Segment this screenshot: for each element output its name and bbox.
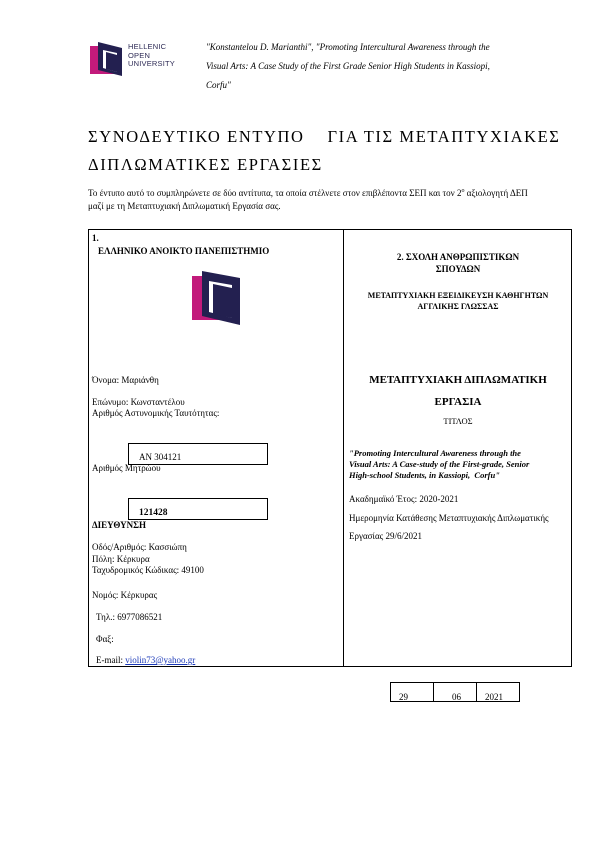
logo-line-1: HELLENIC xyxy=(128,42,167,51)
header-citation xyxy=(206,38,536,95)
prefecture-field: Νομός: Κέρκυρας xyxy=(92,590,158,600)
city-field: Πόλη: Κέρκυρα xyxy=(92,554,150,564)
registration-number-value: 121428 xyxy=(139,508,168,518)
email-field xyxy=(96,655,195,666)
specialization-line-1: ΜΕΤΑΠΤΥΧΙΑΚΗ ΕΞΕΙΔΙΚΕΥΣΗ ΚΑΘΗΓΗΤΩΝ xyxy=(367,291,549,300)
thesis-title-line-2: Visual Arts: A Case-study of the First-grade, Senior xyxy=(349,459,530,469)
academic-year-field: Ακαδημαϊκό Έτος: 2020-2021 xyxy=(349,494,459,504)
id-number-box[interactable] xyxy=(128,443,268,465)
submission-date-value: Εργασίας 29/6/2021 xyxy=(349,531,422,541)
document-title-line-2: ΔΙΠΛΩΜΑΤΙΚΕΣ ΕΡΓΑΣΙΕΣ xyxy=(88,155,323,174)
address-heading: ΔΙΕΥΘΥΝΣΗ xyxy=(92,520,146,530)
surname-field: Επώνυμο: Κωνσταντέλου xyxy=(92,397,185,407)
logo-line-2: OPEN xyxy=(128,50,151,60)
logo-line-3: UNIVERSITY xyxy=(128,59,176,69)
thesis-title xyxy=(349,448,569,481)
date-day-box[interactable] xyxy=(390,682,434,702)
submission-date-label: Ημερομηνία Κατάθεσης Μεταπτυχιακής Διπλωματικής xyxy=(349,513,549,523)
date-month-value: 06 xyxy=(452,692,461,702)
intro-text-2: αξιολογητή ΔΕΠ μαζί με τη Μεταπτυχιακή Διπλωματική Εργασία σας. xyxy=(88,188,528,211)
postal-code-field: Ταχυδρομικός Κώδικας: 49100 xyxy=(92,565,204,575)
intro-paragraph xyxy=(88,185,528,213)
title-label: ΤΙΤΛΟΣ xyxy=(443,416,473,426)
date-month-box[interactable] xyxy=(433,682,477,702)
thesis-heading-line-2: ΕΡΓΑΣΙΑ xyxy=(434,396,482,408)
center-logo-icon xyxy=(190,270,242,326)
university-logo xyxy=(88,40,198,84)
school-name-line-1: 2. ΣΧΟΛΗ ΑΝΘΡΩΠΙΣΤΙΚΩΝ xyxy=(396,252,520,262)
citation-line-2: Visual Arts: A Case Study of the First Grade Senior High Students in Kassiopi, xyxy=(206,61,490,71)
intro-superscript: ο xyxy=(461,188,465,194)
date-year-box[interactable] xyxy=(476,682,520,702)
citation-line-3: Corfu" xyxy=(206,80,231,90)
id-label: Αριθμός Αστυνομικής Ταυτότητας: xyxy=(92,408,220,418)
school-name-line-2: ΣΠΟΥΔΩΝ xyxy=(435,264,481,274)
registration-label: Αριθμός Μητρώου xyxy=(92,463,161,473)
citation-line-1: "Konstantelou D. Marianthi", "Promoting Intercultural Awareness through the xyxy=(206,42,490,52)
logo-text xyxy=(128,43,175,69)
thesis-title-line-1: "Promoting Intercultural Awareness through the xyxy=(349,448,521,458)
name-field: Όνομα: Μαριάνθη xyxy=(92,375,159,385)
document-title-line-1: ΣΥΝΟΔΕΥΤΙΚΟ ΕΝΤΥΠΟ ΓΙΑ ΤΙΣ ΜΕΤΑΠΤΥΧΙΑΚΕΣ xyxy=(88,127,561,146)
section-number-1: 1. xyxy=(92,233,99,243)
specialization-line-2: ΑΓΓΛΙΚΗΣ ΓΛΩΣΣΑΣ xyxy=(417,302,499,311)
registration-number-box[interactable] xyxy=(128,498,268,520)
date-day-value: 29 xyxy=(399,692,408,702)
date-year-value: 2021 xyxy=(485,692,503,702)
hou-logo-icon xyxy=(88,40,124,78)
phone-field: Τηλ.: 6977086521 xyxy=(96,612,163,622)
email-label: E-mail: xyxy=(96,655,126,665)
university-name: ΕΛΛΗΝΙΚΟ ΑΝΟΙΚΤΟ ΠΑΝΕΠΙΣΤΗΜΙΟ xyxy=(98,246,270,256)
thesis-title-line-3: High-school Students, in Kassiopi, Corfu" xyxy=(349,470,500,480)
id-number-value: ΑΝ 304121 xyxy=(139,452,182,462)
thesis-heading-line-1: ΜΕΤΑΠΤΥΧΙΑΚΗ ΔΙΠΛΩΜΑΤΙΚΗ xyxy=(369,374,547,386)
email-link[interactable]: violin73@yahoo.gr xyxy=(125,655,196,665)
intro-text: Το έντυπο αυτό το συμπληρώνετε σε δύο αντίτυπα, τα οποία στέλνετε στον επιβλέποντα ΣΕΠ και τον 2 xyxy=(88,188,462,198)
street-field: Οδός/Αριθμός: Κασσιώπη xyxy=(92,542,187,552)
fax-field: Φαξ: xyxy=(96,634,114,644)
